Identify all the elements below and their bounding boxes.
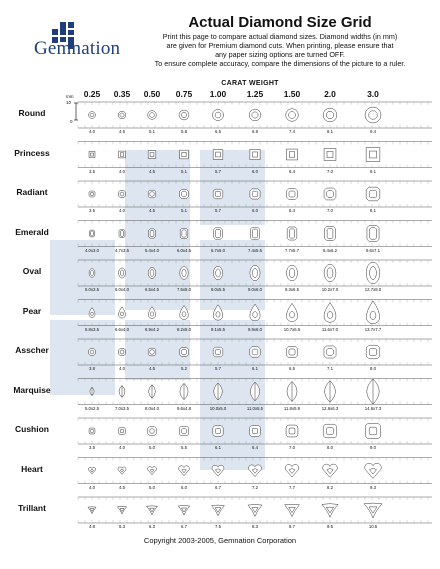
size-label: 7.4x5.5 [247, 247, 263, 253]
size-label: 4.0 [89, 484, 95, 490]
size-label: 9.6x7.1 [365, 247, 381, 253]
size-label: 6.0x4.5 [176, 247, 192, 253]
size-label: 8.0x4.0 [144, 405, 160, 411]
size-label: 7.0 [289, 445, 295, 450]
mm-unit-label: mm [66, 94, 74, 99]
trillant-diamond-icon [117, 507, 126, 515]
size-label: 4.5 [149, 168, 155, 174]
size-label: 6.4 [252, 445, 258, 450]
oval-diamond-icon [148, 267, 156, 278]
size-label: 8.1 [370, 208, 376, 213]
size-label: 5.8x3.5 [84, 326, 100, 332]
size-label: 5.0x3.5 [84, 287, 100, 292]
size-label: 4.7x3.5 [114, 247, 130, 253]
size-label: 3.5 [89, 168, 95, 174]
heart-diamond-icon [323, 464, 338, 477]
cut-label-heart: Heart [21, 463, 43, 474]
trillant-diamond-icon [178, 506, 189, 516]
size-label: 5.7 [215, 366, 221, 371]
cut-label-oval: Oval [22, 266, 42, 276]
cushion-diamond-icon [119, 428, 126, 435]
cut-label-trillant: Trillant [18, 503, 46, 513]
heart-diamond-icon [365, 463, 382, 478]
size-label: 5.8 [181, 129, 187, 134]
size-label: 8.0 [370, 366, 376, 371]
cut-label-cushion: Cushion [15, 424, 49, 434]
size-label: 7.7 [289, 484, 295, 490]
princess-diamond-icon [324, 149, 336, 161]
asscher-diamond-icon [213, 347, 223, 357]
size-label: 6.5 [215, 129, 221, 134]
size-label: 3.8 [89, 366, 95, 371]
cut-label-pear: Pear [22, 305, 42, 316]
size-label: 5.4x4.0 [144, 247, 160, 253]
size-label: 8.1 [370, 168, 376, 174]
heart-diamond-icon [88, 467, 95, 474]
radiant-diamond-icon [119, 191, 126, 198]
size-label: 4.0 [119, 208, 125, 213]
copyright-footer: Copyright 2003-2005, Gemnation Corporation [143, 536, 297, 545]
size-label: 8.3 [252, 524, 258, 529]
pear-diamond-icon [366, 301, 379, 324]
size-label: 10.5 [368, 524, 378, 529]
size-label: 4.8 [89, 524, 95, 529]
trillant-diamond-icon [364, 503, 382, 518]
cut-row-marquise [78, 379, 432, 405]
marquise-diamond-icon [149, 385, 156, 399]
size-label: 9.3x6.5 [284, 287, 300, 292]
size-label: 8.2x5.0 [176, 326, 192, 332]
size-label: 6.9x4.2 [144, 326, 160, 332]
size-label: 4.0 [119, 168, 125, 174]
round-diamond-icon [286, 109, 299, 122]
size-label: 6.5 [289, 366, 295, 371]
oval-diamond-icon [89, 269, 95, 278]
emerald-diamond-icon [367, 225, 379, 241]
cut-label-radiant: Radiant [16, 187, 48, 197]
size-label: 7.7x5.7 [284, 247, 300, 253]
oval-diamond-icon [213, 266, 222, 280]
round-diamond-icon [323, 108, 337, 122]
size-label: 9.0x6.0 [247, 287, 263, 292]
size-label: 9.0 [370, 445, 376, 450]
carat-column-header: 0.75 [175, 89, 193, 99]
asscher-diamond-icon [119, 349, 126, 356]
emerald-diamond-icon [250, 227, 259, 240]
marquise-diamond-icon [180, 383, 188, 399]
heart-diamond-icon [179, 466, 190, 476]
asscher-diamond-icon [180, 348, 189, 357]
oval-diamond-icon [180, 267, 189, 280]
radiant-diamond-icon [366, 187, 380, 201]
size-label: 7.2 [252, 484, 258, 490]
oval-diamond-icon [324, 264, 336, 281]
size-label: 8.0 [327, 445, 333, 450]
heart-diamond-icon [285, 464, 299, 477]
round-diamond-icon [365, 107, 381, 123]
size-label: 6.1 [215, 445, 221, 450]
size-label: 5.1 [181, 168, 187, 174]
size-label: 10.7x6.5 [283, 326, 301, 332]
carat-column-header: 0.25 [83, 89, 101, 99]
size-label: 9.3 [370, 484, 376, 490]
size-label: 9.9x6.0 [247, 326, 263, 332]
size-label: 4.0 [119, 445, 125, 450]
size-label: 5.7 [215, 208, 221, 213]
subtitle-line: Print this page to compare actual diamond sizes. Diamond widths (in mm) [162, 32, 398, 41]
carat-column-header: 0.50 [143, 89, 161, 99]
size-label: 7.5 [215, 524, 221, 529]
size-label: 11.6x7.0 [321, 326, 339, 332]
trillant-diamond-icon [248, 505, 262, 517]
carat-column-header: 1.00 [209, 89, 227, 99]
radiant-diamond-icon [250, 189, 260, 199]
size-label: 6.7x5.0 [210, 247, 226, 253]
emerald-diamond-icon [214, 228, 223, 239]
princess-diamond-icon [287, 149, 298, 160]
size-label: 4.0 [119, 366, 125, 371]
emerald-diamond-icon [119, 230, 125, 238]
size-label: 5.3 [119, 524, 125, 529]
size-label: 12.7x8.0 [364, 287, 382, 292]
princess-diamond-icon [89, 152, 95, 158]
size-label: 9.1x5.5 [210, 326, 226, 332]
brand-name: Gemnation [34, 38, 121, 59]
size-label: 10.0x5.0 [209, 405, 227, 411]
size-label: 4.5 [119, 129, 125, 134]
size-label: 6.0 [252, 168, 258, 174]
asscher-diamond-icon [324, 346, 336, 358]
princess-diamond-icon [250, 149, 260, 159]
size-label: 6.0 [252, 208, 258, 213]
size-label: 6.9 [252, 129, 258, 134]
trillant-diamond-icon [212, 505, 225, 516]
asscher-diamond-icon [286, 346, 297, 357]
size-label: 5.1 [181, 208, 187, 213]
carat-column-header: 1.25 [246, 89, 264, 99]
subtitle-line: are given for Premium diamond cuts. When printing, please ensure that [166, 41, 394, 50]
emerald-diamond-icon [89, 230, 94, 237]
round-diamond-icon [179, 110, 189, 120]
cut-label-princess: Princess [14, 147, 50, 158]
oval-diamond-icon [119, 268, 126, 278]
round-diamond-icon [249, 109, 261, 121]
asscher-diamond-icon [89, 349, 95, 355]
radiant-diamond-icon [148, 190, 156, 198]
size-label: 6.1 [252, 366, 258, 371]
radiant-diamond-icon [213, 189, 223, 199]
heart-diamond-icon [212, 465, 224, 476]
size-label: 11.0x5.5 [246, 405, 264, 411]
size-label: 6.7 [215, 484, 221, 490]
radiant-diamond-icon [287, 189, 298, 200]
size-label: 6.3 [149, 524, 155, 529]
size-label: 13.7x7.7 [364, 326, 382, 332]
carat-column-header: 0.35 [113, 89, 131, 99]
size-label: 8.0x5.5 [210, 287, 226, 292]
size-label: 7.1 [327, 366, 333, 371]
radiant-diamond-icon [89, 191, 95, 197]
heart-diamond-icon [249, 465, 262, 477]
size-label: 5.1 [149, 129, 155, 134]
carat-column-header: 1.50 [283, 89, 301, 99]
round-diamond-icon [148, 111, 157, 120]
mm-scale-bottom: 0 [70, 119, 73, 124]
asscher-diamond-icon [366, 345, 380, 359]
size-label: 7.0 [327, 208, 333, 213]
subtitle-line: To ensure complete accuracy, compare the dimensions of the picture to a ruler. [154, 59, 406, 68]
size-label: 8.2 [327, 484, 333, 490]
size-label: 5.0x2.5 [84, 405, 100, 411]
size-label: 4.5 [149, 366, 155, 371]
marquise-diamond-icon [325, 381, 336, 402]
princess-diamond-icon [366, 148, 380, 162]
carat-column-header: 3.0 [367, 89, 379, 99]
oval-diamond-icon [250, 265, 260, 280]
radiant-diamond-icon [180, 190, 189, 199]
heart-diamond-icon [148, 467, 157, 475]
cushion-diamond-icon [365, 423, 380, 438]
trillant-diamond-icon [322, 504, 338, 518]
subtitle-line: any paper sizing options are turned OFF. [215, 50, 345, 59]
size-label: 6.7 [181, 524, 187, 529]
marquise-diamond-icon [287, 381, 297, 401]
size-label: 7.4 [289, 129, 295, 134]
page-title: Actual Diamond Size Grid [188, 14, 372, 31]
cut-row-round [78, 102, 432, 128]
size-label: 3.5 [89, 208, 95, 213]
marquise-diamond-icon [367, 379, 379, 404]
carat-weight-heading: CARAT WEIGHT [221, 80, 279, 87]
size-label: 8.7 [289, 524, 295, 529]
size-label: 6.6x4.0 [114, 326, 130, 332]
size-label: 10.2x7.0 [321, 287, 339, 292]
asscher-diamond-icon [148, 348, 156, 356]
size-label: 6.4 [289, 168, 295, 174]
cut-label-marquise: Marquise [13, 384, 51, 395]
size-label: 4.5 [119, 484, 125, 490]
size-label: 5.2 [181, 366, 187, 371]
size-label: 7.0 [327, 168, 333, 174]
marquise-diamond-icon [119, 386, 125, 398]
pear-diamond-icon [324, 303, 336, 323]
size-label: 12.6x6.3 [321, 405, 339, 411]
emerald-diamond-icon [180, 228, 188, 238]
oval-diamond-icon [286, 265, 297, 281]
size-label: 8.4x6.2 [322, 247, 338, 253]
round-diamond-icon [118, 111, 126, 119]
cut-label-round: Round [18, 108, 46, 118]
size-label: 5.7 [215, 168, 221, 174]
size-label: 8.1 [327, 129, 333, 134]
emerald-diamond-icon [325, 226, 336, 240]
oval-diamond-icon [366, 262, 380, 284]
size-label: 7.0x3.5 [114, 405, 130, 411]
size-label: 3.5 [89, 445, 95, 450]
size-label: 14.6x7.3 [364, 405, 382, 411]
size-label: 6.0 [181, 484, 187, 490]
round-diamond-icon [89, 112, 96, 119]
size-label: 5.0 [149, 445, 155, 450]
size-label: 4.0 [89, 129, 95, 134]
princess-diamond-icon [180, 150, 189, 159]
cushion-diamond-icon [89, 428, 95, 434]
size-label: 9.5 [327, 524, 333, 529]
cushion-diamond-icon [148, 427, 157, 436]
size-label: 5.0 [149, 484, 155, 490]
size-label: 6.4 [289, 208, 295, 213]
emerald-diamond-icon [149, 229, 156, 238]
size-label: 6.0x4.0 [114, 287, 130, 292]
princess-diamond-icon [213, 150, 223, 160]
size-label: 6.5x4.5 [144, 287, 160, 292]
cushion-diamond-icon [213, 426, 223, 436]
pear-diamond-icon [286, 303, 297, 321]
princess-diamond-icon [119, 151, 126, 158]
trillant-diamond-icon [147, 506, 158, 515]
size-label: 11.8x5.9 [283, 405, 301, 411]
radiant-diamond-icon [324, 188, 336, 200]
cut-label-asscher: Asscher [15, 345, 49, 355]
trillant-diamond-icon [285, 504, 300, 516]
size-label: 9.4 [370, 129, 376, 134]
cushion-diamond-icon [323, 424, 337, 438]
princess-diamond-icon [148, 151, 156, 159]
cut-row-trillant [78, 497, 432, 523]
pear-diamond-icon [119, 307, 126, 318]
size-label: 4.0x3.0 [84, 247, 100, 253]
cushion-diamond-icon [250, 426, 261, 437]
size-label: 5.5 [181, 445, 187, 450]
carat-column-header: 2.0 [324, 89, 336, 99]
size-label: 4.5 [149, 208, 155, 213]
watermark-logo-icon [50, 150, 265, 470]
trillant-diamond-icon [88, 507, 96, 514]
cushion-diamond-icon [286, 425, 298, 437]
asscher-diamond-icon [250, 347, 260, 357]
mm-scale-top: 10 [66, 100, 72, 105]
cut-label-emerald: Emerald [15, 226, 49, 237]
cushion-diamond-icon [179, 426, 188, 435]
emerald-diamond-icon [287, 227, 297, 240]
round-diamond-icon [212, 109, 223, 120]
size-label: 7.5x5.0 [176, 287, 192, 292]
heart-diamond-icon [118, 467, 126, 474]
size-label: 9.6x4.8 [176, 405, 192, 411]
